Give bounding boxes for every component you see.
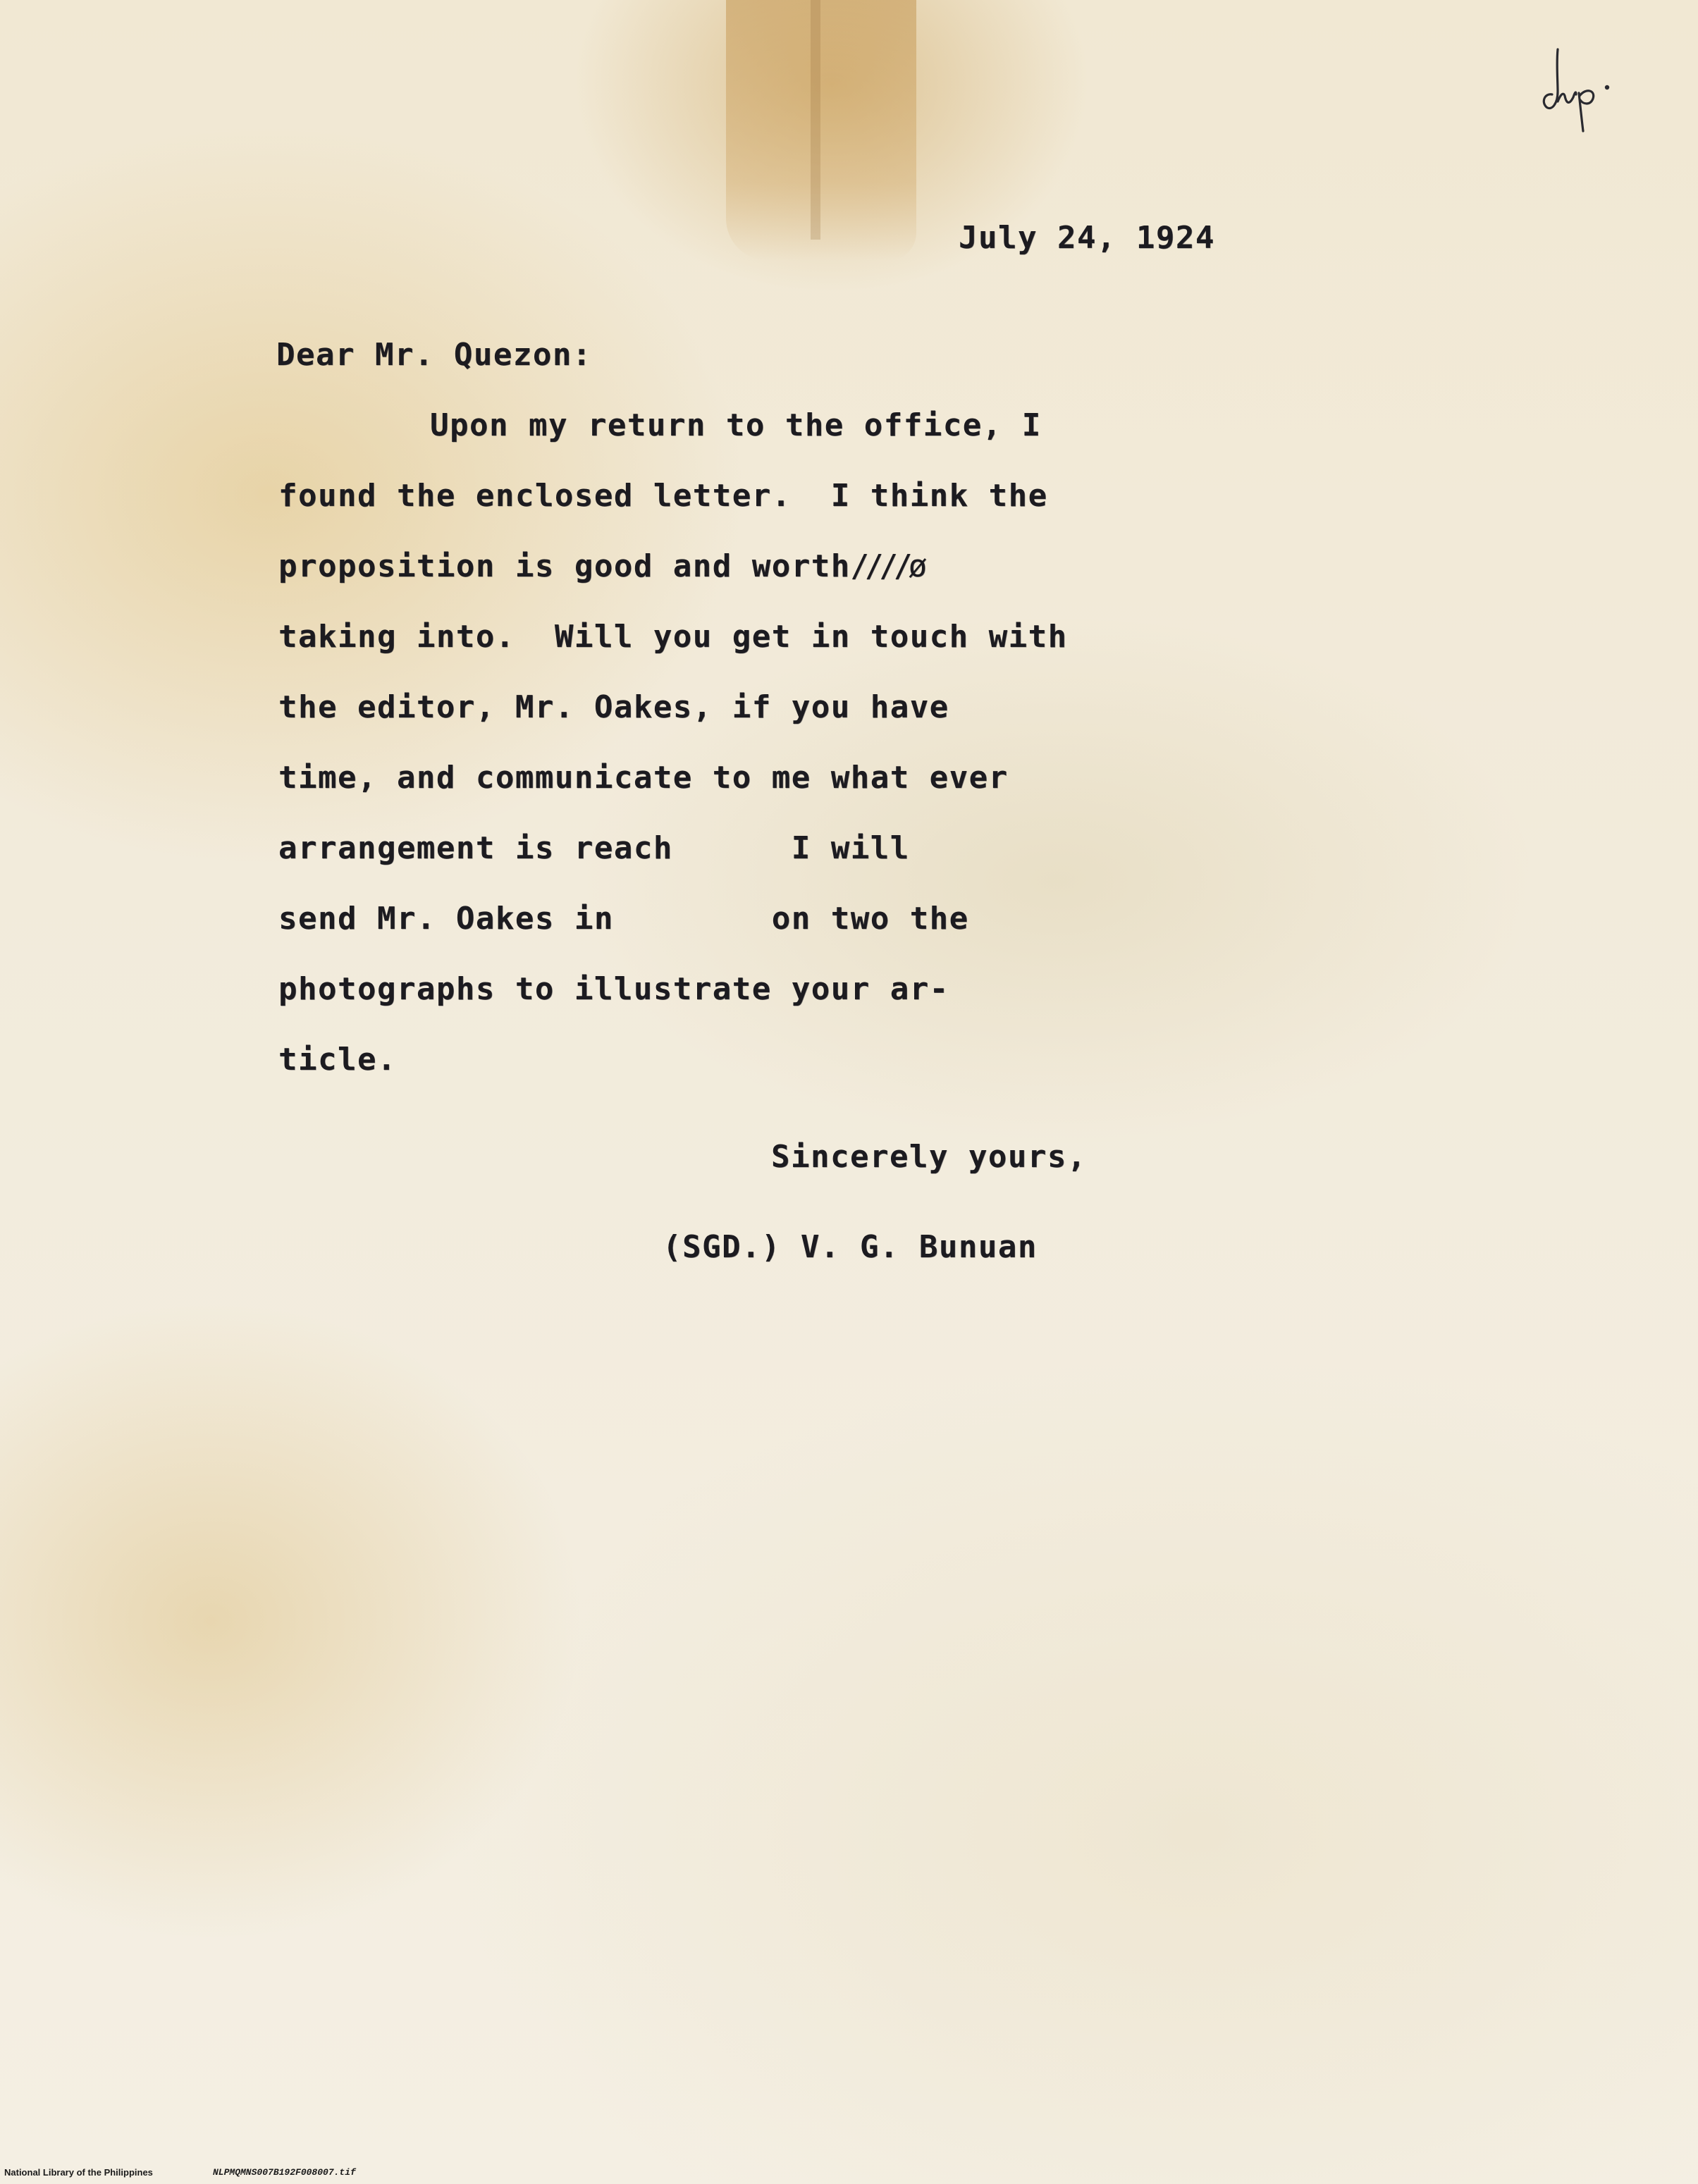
closing: Sincerely yours,	[771, 1139, 1087, 1175]
footer-institution: National Library of the Philippines	[4, 2167, 153, 2178]
handwritten-dup-note	[1537, 42, 1621, 134]
body-line-1: Upon my return to the office, I	[430, 407, 1042, 443]
letter-date: July 24, 1924	[959, 220, 1215, 256]
body-line-3-text: proposition is good and worth	[278, 548, 851, 584]
body-line-9: photographs to illustrate your ar-	[278, 971, 949, 1007]
signature: (SGD.) V. G. Bunuan	[663, 1229, 1038, 1265]
body-line-10: ticle.	[278, 1042, 397, 1078]
body-line-6: time, and communicate to me what ever	[278, 760, 1009, 796]
body-line-8: send Mr. Oakes in on two the	[278, 901, 969, 937]
body-line-4: taking into. Will you get in touch with	[278, 619, 1068, 655]
typed-strikeover: ////ø	[850, 548, 923, 584]
tape-stain	[726, 0, 916, 261]
body-line-3	[278, 548, 923, 584]
footer-filename: NLPMQMNS007B192F008007.tif	[213, 2167, 356, 2178]
tape-crease	[811, 0, 820, 240]
salutation: Dear Mr. Quezon:	[276, 337, 592, 373]
body-line-2: found the enclosed letter. I think the	[278, 478, 1048, 514]
body-line-5: the editor, Mr. Oakes, if you have	[278, 689, 949, 725]
body-line-7: arrangement is reach I will	[278, 830, 910, 866]
